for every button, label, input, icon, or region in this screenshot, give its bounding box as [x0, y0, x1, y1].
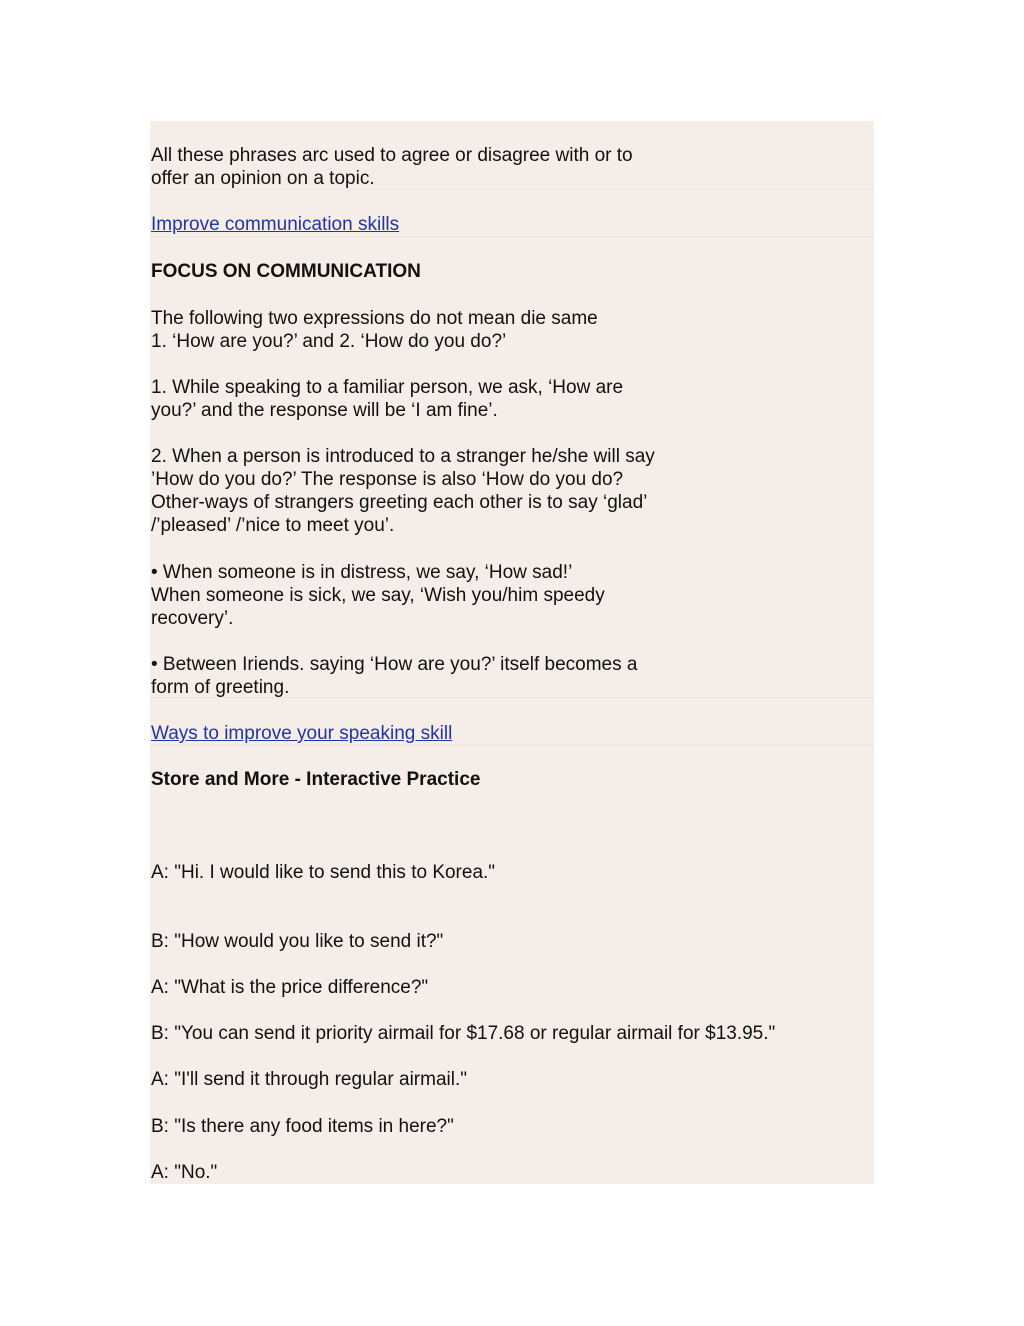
- dialogue-line: A: "What is the price difference?": [151, 977, 429, 998]
- row-divider: [150, 236, 874, 237]
- dialogue-line: B: "How would you like to send it?": [151, 931, 444, 952]
- paragraph-line: 1. ‘How are you?’ and 2. ‘How do you do?’: [151, 331, 507, 352]
- paragraph-line: 2. When a person is introduced to a stranger he/she will say: [151, 446, 655, 467]
- dialogue-line: B: "You can send it priority airmail for $17.68 or regular airmail for $13.95.": [151, 1023, 776, 1044]
- bullet-line: • When someone is in distress, we say, ‘How sad!’: [151, 562, 573, 583]
- paragraph-line: /’pleased’ /’nice to meet you’.: [151, 515, 395, 536]
- intro-text-line: All these phrases arc used to agree or disagree with or to: [151, 145, 633, 166]
- section-heading: FOCUS ON COMMUNICATION: [151, 261, 421, 282]
- intro-text-line: offer an opinion on a topic.: [151, 168, 375, 189]
- bullet-line: • Between Iriends. saying ‘How are you?’ itself becomes a: [151, 654, 638, 675]
- paragraph-line: The following two expressions do not mean die same: [151, 308, 598, 329]
- section-heading: Store and More - Interactive Practice: [151, 769, 481, 790]
- improve-communication-link[interactable]: Improve communication skills: [151, 214, 400, 235]
- paragraph-line: Other-ways of strangers greeting each other is to say ‘glad’: [151, 492, 648, 513]
- paragraph-line: recovery’.: [151, 608, 234, 629]
- dialogue-line: A: "Hi. I would like to send this to Korea.": [151, 862, 496, 883]
- paragraph-line: When someone is sick, we say, ‘Wish you/him speedy: [151, 585, 605, 606]
- paragraph-line: you?’ and the response will be ‘I am fine’.: [151, 400, 498, 421]
- dialogue-line: A: "No.": [151, 1162, 218, 1183]
- dialogue-line: B: "Is there any food items in here?": [151, 1116, 454, 1137]
- paragraph-line: 1. While speaking to a familiar person, we ask, ‘How are: [151, 377, 624, 398]
- paragraph-line: ’How do you do?’ The response is also ‘How do you do?: [151, 469, 624, 490]
- speaking-skill-link[interactable]: Ways to improve your speaking skill: [151, 723, 453, 744]
- dialogue-line: A: "I'll send it through regular airmail.": [151, 1069, 467, 1090]
- paragraph-line: form of greeting.: [151, 677, 290, 698]
